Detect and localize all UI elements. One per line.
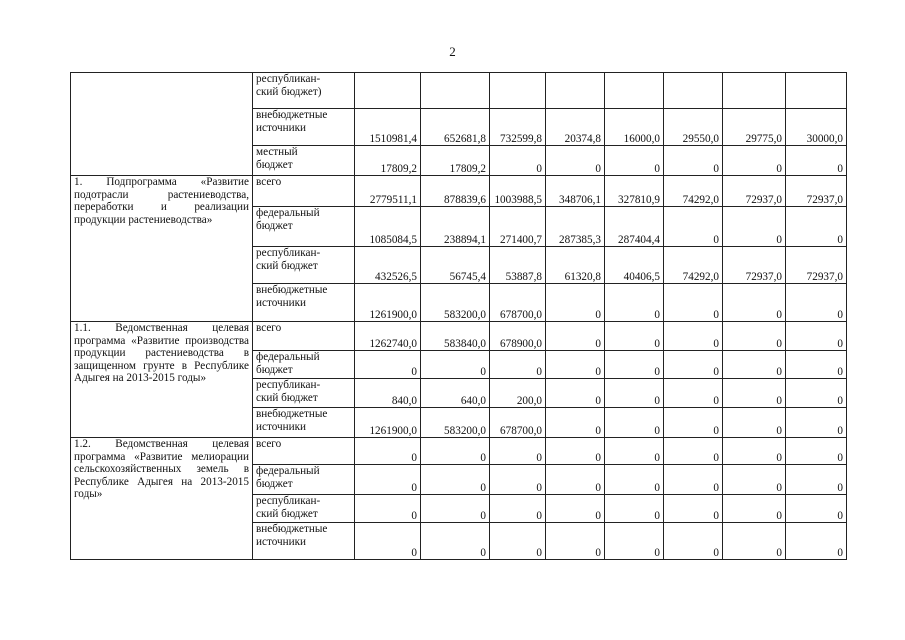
value-cell: 348706,1 [546,176,605,207]
value-cell: 1261900,0 [355,284,421,322]
value-cell: 1510981,4 [355,109,421,146]
value-cell: 0 [546,495,605,523]
value-cell: 0 [723,146,786,176]
value-cell: 0 [664,351,723,379]
value-cell: 0 [664,408,723,438]
value-cell: 0 [355,351,421,379]
value-cell: 878839,6 [421,176,490,207]
value-cell: 20374,8 [546,109,605,146]
funding-source-cell: внебюджетные источники [253,408,355,438]
value-cell: 678700,0 [490,284,546,322]
value-cell: 287385,3 [546,207,605,247]
value-cell [546,73,605,109]
value-cell: 0 [490,146,546,176]
value-cell: 72937,0 [723,176,786,207]
value-cell: 0 [421,495,490,523]
value-cell: 17809,2 [355,146,421,176]
value-cell: 238894,1 [421,207,490,247]
value-cell: 200,0 [490,379,546,408]
table-row [71,176,847,207]
value-cell [355,73,421,109]
value-cell: 0 [723,284,786,322]
value-cell: 0 [786,438,847,465]
value-cell: 0 [355,465,421,495]
value-cell: 0 [664,207,723,247]
funding-source-cell: республикан- ский бюджет [253,495,355,523]
table-row [71,438,847,465]
value-cell: 0 [664,284,723,322]
funding-source-cell: федеральный бюджет [253,207,355,247]
value-cell: 0 [786,207,847,247]
budget-table [70,72,847,560]
value-cell: 0 [421,523,490,560]
value-cell: 0 [605,438,664,465]
value-cell: 0 [786,523,847,560]
value-cell: 0 [664,495,723,523]
value-cell: 678900,0 [490,322,546,351]
value-cell: 1261900,0 [355,408,421,438]
program-name-cell [71,73,253,176]
value-cell: 1003988,5 [490,176,546,207]
value-cell: 0 [786,284,847,322]
value-cell: 0 [605,408,664,438]
value-cell: 0 [664,438,723,465]
funding-source-cell: местный бюджет [253,146,355,176]
funding-source-cell: республикан- ский бюджет [253,247,355,284]
value-cell: 327810,9 [605,176,664,207]
value-cell: 0 [786,495,847,523]
value-cell: 0 [605,523,664,560]
value-cell [786,73,847,109]
value-cell: 0 [664,379,723,408]
value-cell [421,73,490,109]
value-cell: 0 [605,322,664,351]
value-cell: 0 [723,438,786,465]
value-cell: 0 [723,495,786,523]
value-cell: 0 [723,351,786,379]
value-cell: 0 [605,379,664,408]
value-cell: 0 [664,146,723,176]
program-name-cell: 1.2. Ведомственная целевая программа «Развитие мелиорации сельскохозяйственных земель в Республике Адыгея на 2013-2015 годы» [71,438,253,560]
value-cell: 72937,0 [786,247,847,284]
value-cell: 0 [786,322,847,351]
value-cell: 17809,2 [421,146,490,176]
value-cell: 583200,0 [421,284,490,322]
value-cell: 56745,4 [421,247,490,284]
value-cell: 1085084,5 [355,207,421,247]
value-cell: 0 [490,465,546,495]
value-cell: 61320,8 [546,247,605,284]
value-cell: 287404,4 [605,207,664,247]
value-cell: 72937,0 [723,247,786,284]
value-cell: 0 [664,523,723,560]
value-cell: 0 [490,351,546,379]
table-row [71,322,847,351]
value-cell: 652681,8 [421,109,490,146]
value-cell: 16000,0 [605,109,664,146]
funding-source-cell: республикан- ский бюджет) [253,73,355,109]
value-cell: 0 [786,351,847,379]
value-cell: 0 [786,465,847,495]
value-cell: 53887,8 [490,247,546,284]
value-cell: 0 [546,408,605,438]
value-cell: 1262740,0 [355,322,421,351]
funding-source-cell: внебюджетные источники [253,523,355,560]
value-cell: 0 [664,465,723,495]
value-cell: 30000,0 [786,109,847,146]
value-cell: 0 [605,284,664,322]
value-cell: 0 [546,438,605,465]
funding-source-cell: всего [253,438,355,465]
value-cell: 0 [605,351,664,379]
value-cell: 640,0 [421,379,490,408]
value-cell: 0 [490,438,546,465]
value-cell: 432526,5 [355,247,421,284]
program-name-cell: 1. Подпрограмма «Развитие подотрасли растениеводства, переработки и реализации продукции растениеводства» [71,176,253,322]
value-cell: 0 [723,207,786,247]
value-cell: 0 [546,465,605,495]
value-cell: 0 [546,322,605,351]
value-cell: 0 [421,351,490,379]
value-cell: 72937,0 [786,176,847,207]
value-cell: 0 [421,465,490,495]
value-cell: 0 [723,322,786,351]
value-cell: 0 [723,379,786,408]
value-cell: 0 [355,523,421,560]
funding-source-cell: всего [253,176,355,207]
funding-source-cell: внебюджетные источники [253,109,355,146]
value-cell: 29775,0 [723,109,786,146]
value-cell: 0 [546,523,605,560]
value-cell: 0 [546,146,605,176]
value-cell [490,73,546,109]
value-cell: 840,0 [355,379,421,408]
value-cell: 74292,0 [664,176,723,207]
table-row [71,73,847,109]
value-cell: 732599,8 [490,109,546,146]
funding-source-cell: республикан- ский бюджет [253,379,355,408]
value-cell: 2779511,1 [355,176,421,207]
value-cell: 0 [605,146,664,176]
value-cell: 0 [723,408,786,438]
funding-source-cell: федеральный бюджет [253,351,355,379]
value-cell: 583840,0 [421,322,490,351]
value-cell: 0 [605,495,664,523]
value-cell [605,73,664,109]
value-cell: 271400,7 [490,207,546,247]
page-number: 2 [449,44,456,59]
value-cell: 74292,0 [664,247,723,284]
value-cell: 0 [723,465,786,495]
value-cell: 0 [546,379,605,408]
value-cell: 0 [664,322,723,351]
funding-source-cell: всего [253,322,355,351]
funding-source-cell: федеральный бюджет [253,465,355,495]
value-cell: 0 [786,408,847,438]
value-cell: 0 [421,438,490,465]
value-cell: 0 [786,379,847,408]
value-cell: 0 [546,284,605,322]
value-cell: 0 [723,523,786,560]
value-cell: 0 [786,146,847,176]
value-cell [664,73,723,109]
value-cell: 0 [490,495,546,523]
value-cell: 678700,0 [490,408,546,438]
value-cell: 0 [355,495,421,523]
value-cell: 29550,0 [664,109,723,146]
value-cell: 583200,0 [421,408,490,438]
value-cell: 0 [605,465,664,495]
value-cell: 0 [490,523,546,560]
value-cell: 0 [355,438,421,465]
program-name-cell: 1.1. Ведомственная целевая программа «Развитие производства продукции растениеводства в защищенном грунте в Республике Адыгея на 2013-2015 годы» [71,322,253,438]
value-cell [723,73,786,109]
value-cell: 0 [546,351,605,379]
funding-source-cell: внебюджетные источники [253,284,355,322]
value-cell: 40406,5 [605,247,664,284]
